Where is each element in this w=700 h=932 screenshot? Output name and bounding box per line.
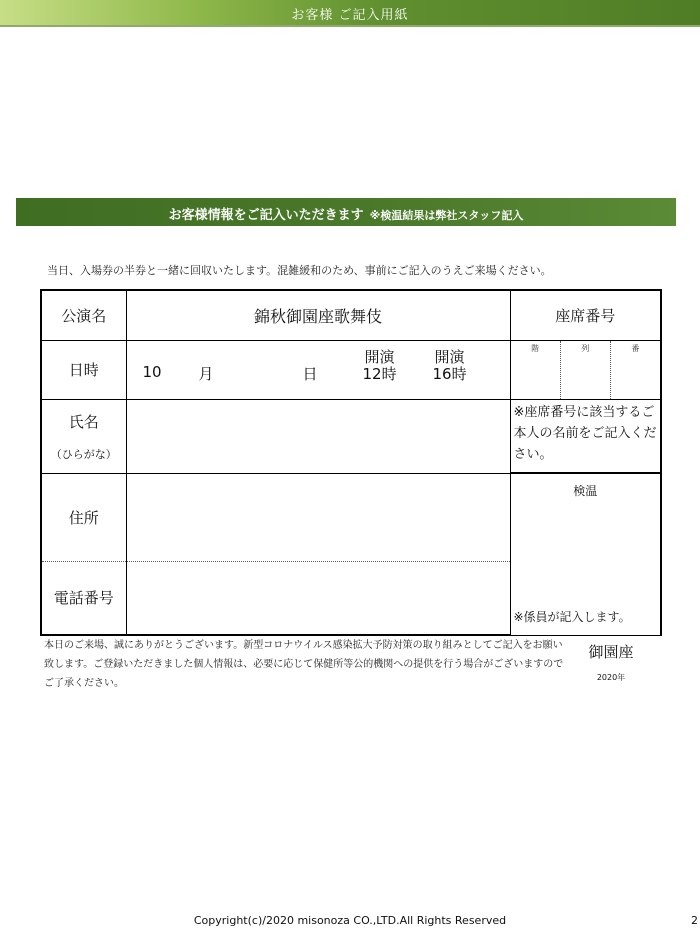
section-subtitle: ※検温結果は弊社スタッフ記入 <box>369 209 524 222</box>
temperature-cell <box>510 473 661 635</box>
name-field[interactable] <box>126 399 510 473</box>
show2-label: 開演 <box>434 347 465 366</box>
name-label <box>42 411 126 462</box>
seat-label-cell <box>510 290 661 340</box>
section-title <box>16 204 676 223</box>
address-label-cell <box>41 473 126 561</box>
name-label-text: 氏名 <box>68 412 99 431</box>
seat-number-field[interactable]: 番 <box>610 341 660 399</box>
performance-label-cell <box>41 290 126 340</box>
section-header <box>16 198 676 226</box>
performance-value: 錦秋御園座歌舞伎 <box>253 306 382 326</box>
datetime-field[interactable] <box>126 340 510 399</box>
privacy-notice: 本日のご来場、誠にありがとうございます。新型コロナウイルス感染拡大予防対策の取り組みとしてご記入をお願い致します。ご登録いただきました個人情報は、必要に応じて保健所等公的機関への提供を行う場合がございますのでご了承ください。 <box>44 640 564 689</box>
show1-time: 12時 <box>362 364 397 383</box>
page-number: 2 <box>691 914 698 927</box>
month-unit: 月 <box>198 364 214 383</box>
section-title-main: お客様情報をご記入いただきます <box>168 208 364 223</box>
seat-floor-field[interactable]: 階 <box>531 343 540 353</box>
address-field[interactable] <box>126 473 510 561</box>
seat-row-field[interactable]: 列 <box>560 341 610 399</box>
show-option-16[interactable] <box>433 349 467 383</box>
brand-year: 2020年 <box>596 673 626 682</box>
datetime-label-cell <box>41 340 126 399</box>
name-note: ※座席番号に該当するご本人の名前をご記入ください。 <box>513 404 657 462</box>
name-note-cell <box>510 399 661 473</box>
performance-value-cell <box>126 290 510 340</box>
brand-name: 御園座 <box>588 643 634 661</box>
seat-number-cell[interactable] <box>510 340 661 399</box>
address-label: 住所 <box>68 508 99 527</box>
intro-text: 当日、入場券の半券と一緒に回収いたします。混雑緩和のため、事前にご記入のうえご来場ください。 <box>47 264 552 277</box>
show-option-12[interactable] <box>363 349 397 383</box>
temperature-label: 検温 <box>573 484 598 498</box>
top-banner <box>0 0 700 27</box>
seat-label: 座席番号 <box>555 306 616 325</box>
name-reading-label: （ひらがな） <box>50 447 117 461</box>
phone-label: 電話番号 <box>53 589 114 608</box>
seat-subfields <box>511 341 661 399</box>
copyright: Copyright(c)/2020 misonoza CO.,LTD.All Rights Reserved <box>193 914 507 927</box>
datetime-label: 日時 <box>68 361 99 379</box>
phone-field[interactable] <box>126 561 510 635</box>
entry-form <box>40 289 662 636</box>
day-unit: 日 <box>302 364 318 383</box>
month-value: 10 <box>142 362 162 381</box>
temperature-note: ※係員が記入します。 <box>513 609 631 624</box>
name-label-cell <box>41 399 126 473</box>
phone-label-cell <box>41 561 126 635</box>
show1-label: 開演 <box>364 347 395 366</box>
performance-label: 公演名 <box>61 306 107 325</box>
page-title: お客様 ご記入用紙 <box>291 8 409 23</box>
show2-time: 16時 <box>432 364 467 383</box>
